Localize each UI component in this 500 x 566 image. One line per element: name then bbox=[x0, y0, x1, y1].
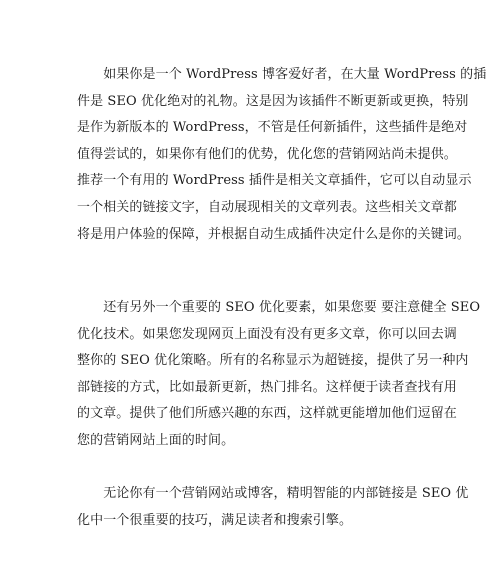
paragraph-line: 您的营销网站上面的时间。 bbox=[77, 432, 235, 448]
paragraph-line: 无论你有一个营销网站或博客，精明智能的内部链接是 SEO 优 bbox=[77, 486, 469, 501]
paragraph-line: 的文章。提供了他们所感兴趣的东西，这样就更能增加他们逗留在 bbox=[77, 406, 457, 422]
paragraph-line: 部链接的方式，比如最新更新，热门排名。这样便于读者查找有用 bbox=[77, 379, 457, 395]
paragraph-line: 化中一个很重要的技巧，满足读者和搜索引擎。 bbox=[77, 512, 353, 528]
paragraph-internal-links bbox=[77, 481, 469, 534]
paragraph-line: 还有另外一个重要的 SEO 优化要素，如果您要 要注意健全 SEO bbox=[77, 300, 481, 315]
paragraph-line: 件是 SEO 优化绝对的礼物。这是因为该插件不断更新或更换，特别 bbox=[77, 93, 469, 109]
paragraph-line: 整你的 SEO 优化策略。所有的名称显示为超链接，提供了另一种内 bbox=[77, 353, 469, 369]
paragraph-line: 值得尝试的，如果你有他们的优势，优化您的营销网站尚未提供。 bbox=[77, 146, 457, 162]
paragraph-line: 推荐一个有用的 WordPress 插件是相关文章插件，它可以自动显示 bbox=[77, 173, 472, 189]
paragraph-line: 优化技术。如果您发现网页上面没有没有更多文章，你可以回去调 bbox=[77, 326, 457, 342]
paragraph-line: 是作为新版本的 WordPress，不管是任何新插件，这些插件是绝对 bbox=[77, 120, 468, 136]
paragraph-seo-factor bbox=[77, 295, 481, 455]
paragraph-line: 如果你是一个 WordPress 博客爱好者，在大量 WordPress 的插 bbox=[77, 67, 487, 82]
paragraph-wordpress-plugins bbox=[77, 62, 487, 248]
paragraph-line: 一个相关的链接文字，自动展现相关的文章列表。这些相关文章都 bbox=[77, 199, 457, 215]
paragraph-line: 将是用户体验的保障，并根据自动生成插件决定什么是你的关键词。 bbox=[77, 226, 471, 242]
